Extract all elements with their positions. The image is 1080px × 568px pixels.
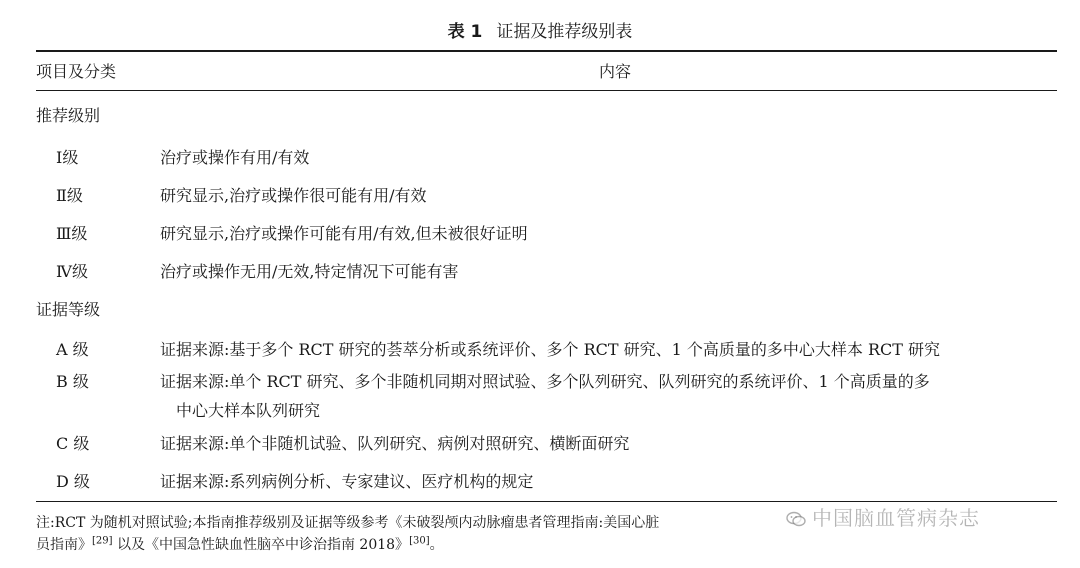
table-title-text: 证据及推荐级别表 (496, 22, 633, 42)
evidence-content-line2: 中心大样本队列研究 (176, 401, 321, 420)
table-title (0, 20, 1080, 44)
grade-content: 治疗或操作有用/有效 (160, 148, 310, 167)
footnote-text-b: 员指南》 (36, 537, 92, 553)
footnote-ref: [29] (92, 535, 113, 547)
grade-content: 研究显示,治疗或操作可能有用/有效,但未被很好证明 (160, 224, 528, 243)
wechat-icon (786, 511, 806, 527)
footnote-text-d: 。 (429, 537, 444, 553)
evidence-grade-label: B 级 (56, 372, 89, 391)
table-number: 表 1 (447, 22, 483, 42)
grade-label: Ⅲ级 (56, 224, 88, 243)
top-rule (36, 50, 1057, 52)
evidence-grade-label: C 级 (56, 434, 90, 453)
evidence-content: 证据来源:基于多个 RCT 研究的荟萃分析或系统评价、多个 RCT 研究、1 个高质量的多中心大样本 RCT 研究 (160, 340, 941, 359)
grade-label: Ⅱ级 (56, 186, 83, 205)
header-rule (36, 90, 1057, 91)
watermark (786, 505, 980, 531)
grade-label: Ⅰ级 (56, 148, 79, 167)
evidence-content: 证据来源:单个非随机试验、队列研究、病例对照研究、横断面研究 (160, 434, 630, 453)
section-recommendation-heading: 推荐级别 (36, 106, 101, 125)
grade-content: 研究显示,治疗或操作很可能有用/有效 (160, 186, 427, 205)
evidence-grade-label: D 级 (56, 472, 90, 491)
watermark-text: 中国脑血管病杂志 (812, 506, 980, 530)
header-col-content: 内容 (598, 62, 631, 81)
grade-content: 治疗或操作无用/无效,特定情况下可能有害 (160, 262, 459, 281)
footnote-text-a: 注:RCT 为随机对照试验;本指南推荐级别及证据等级参考《未破裂颅内动脉瘤患者管理指南:美国心脏 (36, 515, 660, 531)
evidence-content: 证据来源:系列病例分析、专家建议、医疗机构的规定 (160, 472, 534, 491)
section-evidence-heading: 证据等级 (36, 300, 101, 319)
bottom-rule (36, 501, 1057, 502)
grade-label: Ⅳ级 (56, 262, 88, 281)
footnote-ref: [30] (409, 535, 430, 547)
header-col-category: 项目及分类 (36, 62, 117, 81)
evidence-grade-label: A 级 (56, 340, 89, 359)
evidence-content (160, 367, 1040, 425)
evidence-content-line1: 证据来源:单个 RCT 研究、多个非随机同期对照试验、多个队列研究、队列研究的系统评价、1 个高质量的多 (160, 372, 930, 391)
footnote-text-c: 以及《中国急性缺血性脑卒中诊治指南 2018》 (112, 537, 410, 553)
